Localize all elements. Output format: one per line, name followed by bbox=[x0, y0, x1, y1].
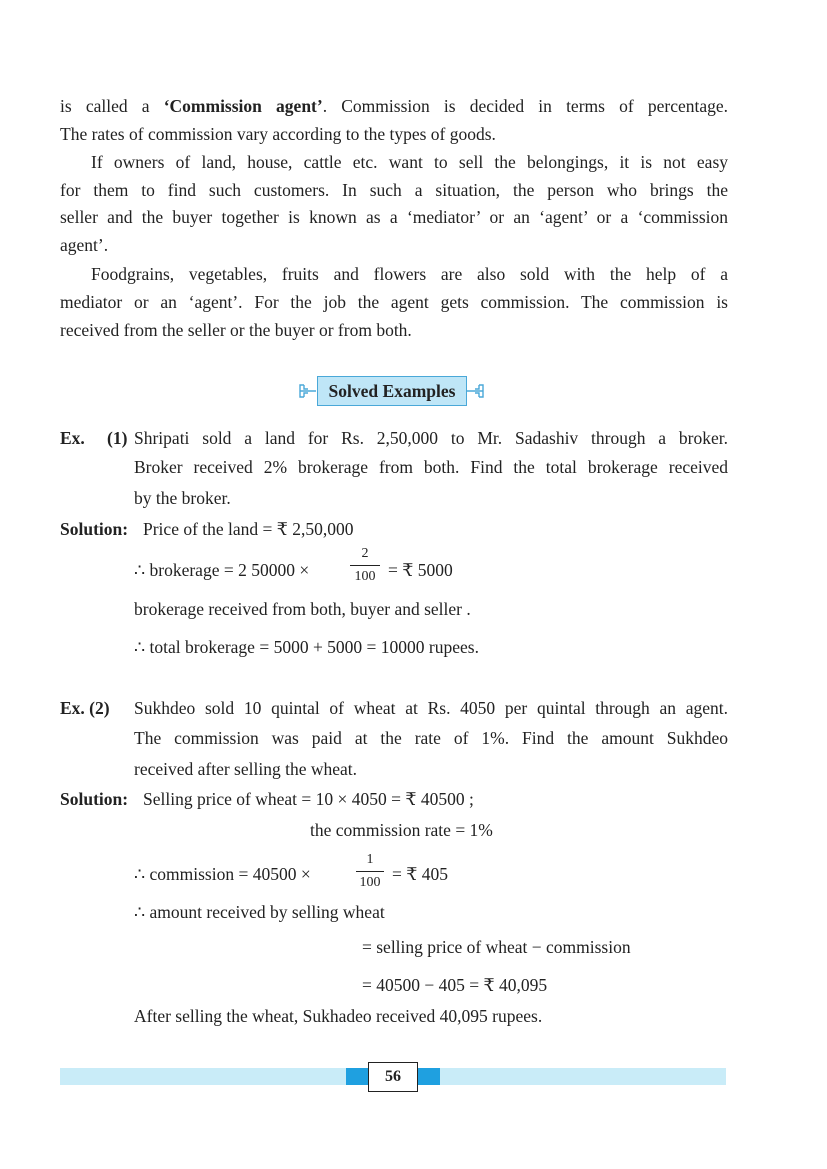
ex2-amount-result: = 40500 − 405 = ₹ 40,095 bbox=[362, 975, 548, 995]
ex1-question-line-1: Shripati sold a land for Rs. 2,50,000 to Mr. Sadashiv through a broker. bbox=[134, 428, 728, 448]
footer-accent-left bbox=[346, 1068, 368, 1085]
ex1-fraction-denominator: 100 bbox=[354, 569, 376, 584]
ex2-label: Ex. (2) bbox=[60, 698, 110, 718]
intro-line-8: mediator or an ‘agent’. For the job the agent gets commission. The commission is bbox=[60, 292, 728, 312]
intro-line-7: Foodgrains, vegetables, fruits and flowers are also sold with the help of a bbox=[91, 264, 728, 284]
ex2-amount-formula: = selling price of wheat − commission bbox=[362, 937, 631, 957]
ex2-amount-received-label: ∴ amount received by selling wheat bbox=[134, 902, 385, 922]
ex2-question-line-2: The commission was paid at the rate of 1%. Find the amount Sukhdeo bbox=[134, 728, 728, 748]
intro-line-5: seller and the buyer together is known as a ‘mediator’ or an ‘agent’ or a ‘commission bbox=[60, 207, 728, 227]
ex1-fraction bbox=[350, 545, 380, 586]
ex1-solution-line-1: Price of the land = ₹ 2,50,000 bbox=[143, 519, 354, 539]
intro-line-1: is called a ‘Commission agent’. Commission is decided in terms of percentage. bbox=[60, 96, 728, 116]
ex1-question-line-3: by the broker. bbox=[134, 488, 231, 508]
fraction-bar bbox=[350, 565, 380, 566]
solved-examples-heading: Solved Examples bbox=[317, 376, 467, 406]
ex1-fraction-numerator: 2 bbox=[361, 546, 369, 561]
ex1-number: (1) bbox=[107, 428, 128, 448]
ex1-total-brokerage: ∴ total brokerage = 5000 + 5000 = 10000 rupees. bbox=[134, 637, 479, 657]
intro-line-4: for them to find such customers. In such a situation, the person who brings the bbox=[60, 180, 728, 200]
heading-left-ornament-icon bbox=[298, 381, 316, 401]
ex2-question-line-3: received after selling the wheat. bbox=[134, 759, 358, 779]
ex1-solution-label: Solution: bbox=[60, 519, 129, 539]
ex1-label: Ex. bbox=[60, 428, 85, 448]
fraction-bar bbox=[356, 871, 384, 872]
footer-accent-right bbox=[418, 1068, 440, 1085]
ex2-fraction-numerator: 1 bbox=[366, 852, 374, 867]
ex2-conclusion: After selling the wheat, Sukhadeo received 40,095 rupees. bbox=[134, 1006, 543, 1026]
intro-line-3: If owners of land, house, cattle etc. want to sell the belongings, it is not easy bbox=[91, 152, 728, 172]
ex2-solution-label: Solution: bbox=[60, 789, 129, 809]
intro-line-2: The rates of commission vary according to the types of goods. bbox=[60, 124, 496, 144]
ex2-commission-result: = ₹ 405 bbox=[392, 864, 449, 884]
ex2-question-line-1: Sukhdeo sold 10 quintal of wheat at Rs. 4050 per quintal through an agent. bbox=[134, 698, 728, 718]
ex1-brokerage-result: = ₹ 5000 bbox=[388, 560, 453, 580]
intro-line-9: received from the seller or the buyer or from both. bbox=[60, 320, 412, 340]
ex2-commission-formula: ∴ commission = 40500 × bbox=[134, 864, 311, 884]
commission-agent-term: ‘Commission agent’ bbox=[163, 96, 323, 116]
ex2-selling-price: Selling price of wheat = 10 × 4050 = ₹ 40500 ; bbox=[143, 789, 474, 809]
intro-line-6: agent’. bbox=[60, 235, 109, 255]
ex1-question-line-2: Broker received 2% brokerage from both. Find the total brokerage received bbox=[134, 457, 728, 477]
ex2-commission-rate: the commission rate = 1% bbox=[310, 820, 493, 840]
ex2-fraction bbox=[356, 851, 384, 892]
ex1-solution-line-3: brokerage received from both, buyer and seller . bbox=[134, 599, 471, 619]
page-number: 56 bbox=[368, 1062, 418, 1092]
ex1-brokerage-formula: ∴ brokerage = 2 50000 × bbox=[134, 560, 310, 580]
ex2-fraction-denominator: 100 bbox=[359, 875, 381, 890]
heading-right-ornament-icon bbox=[467, 381, 485, 401]
